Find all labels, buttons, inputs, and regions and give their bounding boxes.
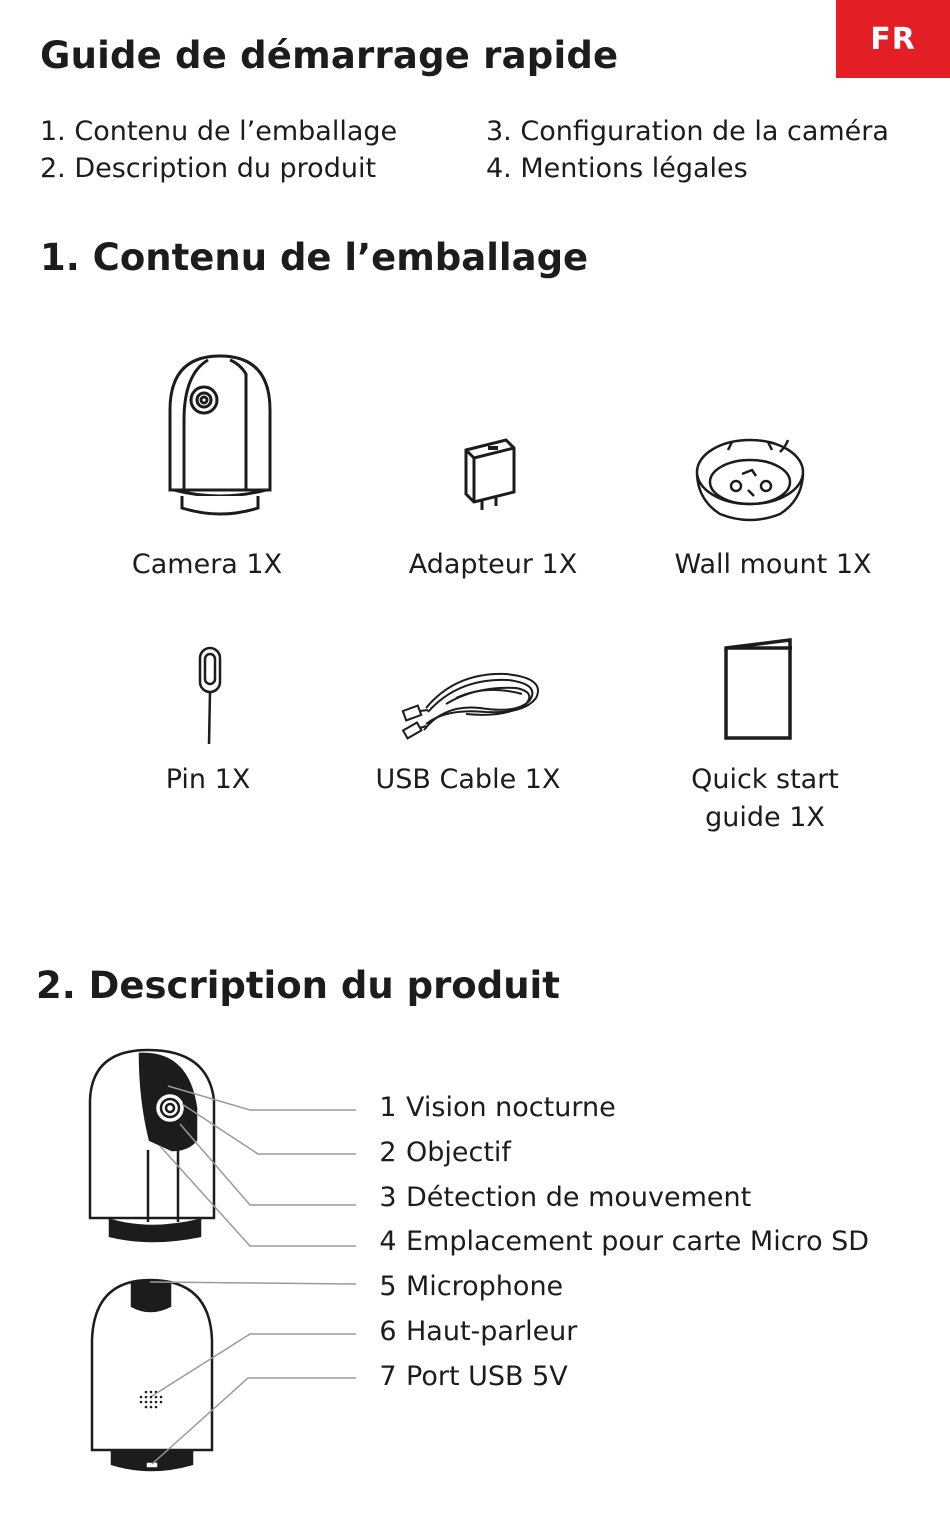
part-number: 3 [379, 1182, 397, 1213]
part-label: Vision nocturne [406, 1092, 616, 1123]
toc-item-1[interactable]: 1. Contenu de l’emballage [40, 116, 398, 147]
item-label-wall-mount: Wall mount 1X [674, 549, 872, 580]
page-title: Guide de démarrage rapide [40, 34, 619, 77]
pin-icon [192, 644, 232, 748]
item-label-pin: Pin 1X [165, 764, 251, 795]
camera-back-top [132, 1281, 170, 1311]
part-micro-sd-slot [370, 1226, 869, 1257]
product-diagram [0, 1030, 380, 1490]
item-label-quick-start-line2: guide 1X [705, 802, 825, 833]
part-number: 7 [379, 1361, 397, 1392]
part-vision-nocturne [370, 1092, 616, 1123]
toc-item-4[interactable]: 4. Mentions légales [486, 153, 748, 184]
part-number: 5 [379, 1271, 397, 1302]
usb-cable-icon [396, 664, 546, 744]
part-label: Emplacement pour carte Micro SD [406, 1226, 870, 1257]
part-label: Microphone [406, 1271, 564, 1302]
section-title-package-contents: 1. Contenu de l’emballage [40, 236, 589, 279]
part-haut-parleur [370, 1316, 577, 1347]
part-number: 4 [379, 1226, 397, 1257]
item-label-quick-start: Quick start [691, 764, 839, 795]
part-number: 2 [379, 1137, 397, 1168]
toc-item-3[interactable]: 3. Configuration de la caméra [486, 116, 889, 147]
part-label: Détection de mouvement [406, 1182, 752, 1213]
part-usb-port [370, 1361, 568, 1392]
language-badge: FR [836, 0, 950, 78]
section-title-product-description: 2. Description du produit [36, 964, 560, 1007]
part-microphone [370, 1271, 563, 1302]
part-label: Haut-parleur [406, 1316, 578, 1347]
booklet-icon [716, 634, 800, 746]
part-label: Port USB 5V [406, 1361, 568, 1392]
adapter-icon [460, 436, 520, 516]
part-label: Objectif [406, 1137, 511, 1168]
item-label-usb-cable: USB Cable 1X [375, 764, 561, 795]
part-objectif [370, 1137, 511, 1168]
toc-item-2[interactable]: 2. Description du produit [40, 153, 377, 184]
item-label-adapter: Adapteur 1X [408, 549, 578, 580]
part-number: 1 [379, 1092, 397, 1123]
part-detection-mouvement [370, 1182, 751, 1213]
part-number: 6 [379, 1316, 397, 1347]
item-label-camera: Camera 1X [131, 549, 283, 580]
wall-mount-icon [690, 430, 820, 530]
camera-icon [160, 350, 280, 520]
camera-lens [155, 1093, 185, 1123]
